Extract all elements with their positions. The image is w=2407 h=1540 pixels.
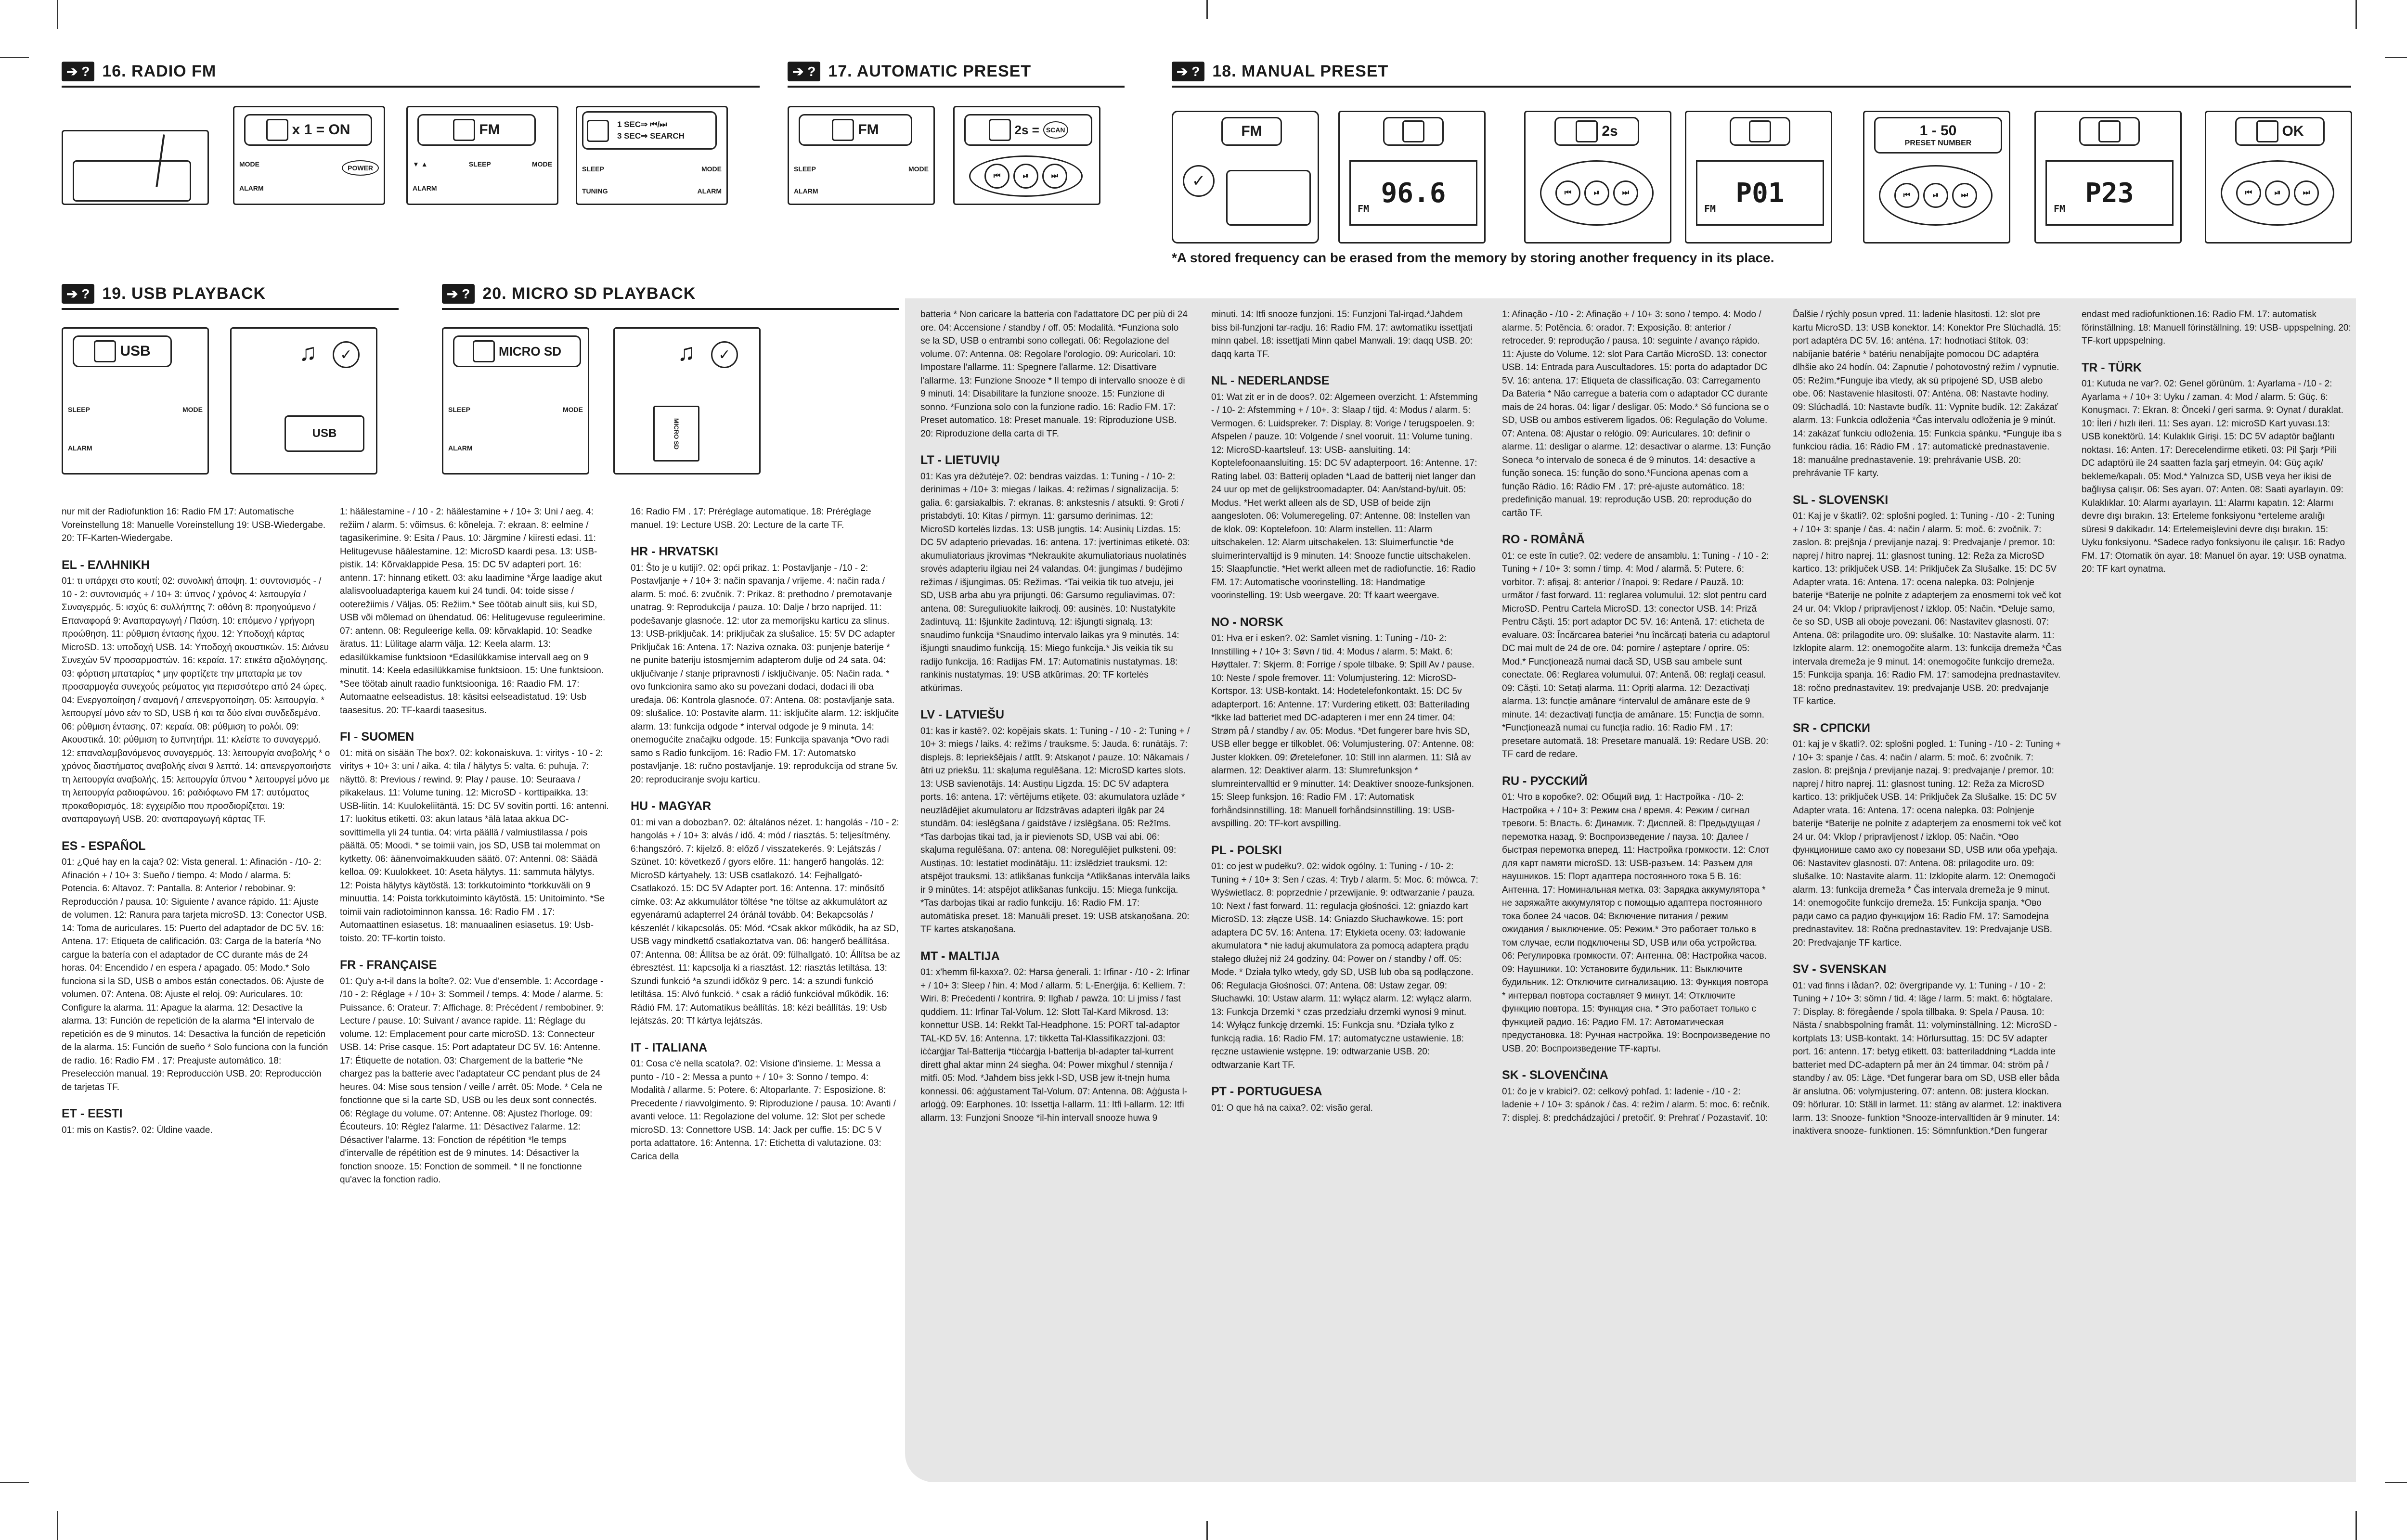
lang-text-et: 01: mis on Kastis?. 02: Üldine vaade. [62,1125,213,1135]
lang-text-fi: 01: mitä on sisään The box?. 02: kokonaiskuva. 1: viritys - 10 - 2: viritys + 10+ 3: uni / aika. 4: tila / hälytys 5: valta. 6: puhuja. 7: näyttö. 8: Previous / rewind. 9: Play / pause. 10: Seuraava / pikakelaus. 11: Volume tuning. 12: MicroSD - korttipaikka. 13: USB-liitin. 14: Kuulokeliitäntä. 15: DC 5V sovitin portti. 16: antenni. 17: luokitus etiketti. 03: akun lataus *älä lataa akkua DC-sovittimella yli 24 tuntia. 04: virta päällä / valmiustilassa / pois päältä. 05: Moodi. * se toimii vain, jos SD, USB tai molemmat on kytketty. 06: äänenvoimakkuuden säätö. 07: Antenni. 08: Säädä kelloa. 09: Kuulokkeet. 10: Aseta hälytys. 11: sammuta hälytys. 12: Poista hälytys käytöstä. 13: torkkutoiminto *torkkuväli on 9 minuuttia. 14: Poista torkkutoiminto käytöstä. 15: Unitoiminto. *Se toimii vain radiotoiminnon kanssa. 16: Radio FM . 17: Automaattinen esiasetus. 18: manuaalinen esiasetus. 19: Usb-toisto. 20: TF-kortin toisto. [340,748,609,944]
scan-label: SCAN [1043,121,1068,139]
lang-text-hu: 01: mi van a dobozban?. 02: általános nézet. 1: hangolás - /10 - 2: hangolás + / 10+ 3: alvás / idő. 4: mód / riasztás. 5: teljesítmény. 6:hangszóró. 7: kijelző. 8: előző / visszatekerés. 9: Lejátszás / Szünet. 10: következő / gyors előre. 11: hangerő hangolás. 12: MicroSD kártyahely. 13: USB csatlakozó. 14: Fejhallgató-Csatlakozó. 15: DC 5V Adapter port. 16: Antenna. 17: minősítő címke. 03: Az akkumulátor töltése *ne töltse az akkumulátort az egyenáramú adapterrel 24 óránál tovább. 04: Bekapcsolás / készenlét / kikapcsolás. 05: Mód. *Csak akkor működik, ha az SD, USB vagy mindkettő csatlakoztatva van. 06: hangerő beállítása. 07: Antenna. 08: Állítsa be az órát. 09: fülhallgató. 10: Állítsa be az ébresztést. 11: kapcsolja ki a riasztást. 12: riasztás letiltása. 13: Szundi funkció *a szundi időköz 9 perc. 14: a szundi funkció letiltása. 15: Alvó funkció. * csak a rádió funkcióval működik. 16: Rádió FM. 17: Automatikus beállítás. 18: kézi beállítás. 19: Usb lejátszás. 20: Tf kártya lejátszás. [631,817,900,1026]
lang-heading-hr: HR - HRVATSKI [631,545,718,558]
crop-mark [57,1511,58,1540]
language-column-7 [1793,308,2062,1138]
preset-number-label: PRESET NUMBER [1904,139,1972,147]
previous-button[interactable]: ⏮ [1894,183,1919,208]
manual-p23-panel [2034,111,2182,244]
hand-press-icon [1576,120,1598,142]
next-button[interactable]: ⏭ [1613,180,1638,205]
sk-continued-text: Ďalšie / rýchly posun vpred. 11: ladenie hlasitosti. 12: slot pre kartu MicroSD. 13: USB konektor. 14: Konektor Pre Slúchadlá. 15: port adaptéra DC 5V. 16: anténa. 17: hodnotiaci štítok. 03: nabíjanie batérie * batériu nenabíjajte pomocou DC adaptéra dlhšie ako 24 hodín. 04: Zapnutie / pohotovostný režim / vypnutie. 05: Režim.*Funguje iba vtedy, ak sú pripojené SD, USB alebo obe. 06: Nastavenie hlasitosti. 07: Anténa. 08: Nastavte hodiny. 09: Slúchadlá. 10: Nastavte budík. 11: Vypnite budík. 12: Zakázať alarm. 13: Funkcia odloženia *Čas intervalu odloženia je 9 minút. 14: zakázať funkciu odloženia. 15: Funkcia spánku. *Funguje iba s funkciou rádia. 16: Rádio FM . 17: automatické prednastavenie. 18: manuálne prednastavenie. 19: prehrávanie USB. 20: prehrávanie TF karty. [1793,309,2062,478]
crop-mark [57,0,58,29]
lcd-display [1349,160,1477,226]
manual-ok-panel [2205,111,2352,244]
lang-text-ru: 01: Что в коробке?. 02: Общий вид. 1: Настройка - /10- 2: Настройка + / 10+ 3: Режим сна / время. 4: Режим / сигнал тревоги. 5: Власть. 6: Динамик. 7: Дисплей. 8: Предыдущая / перемотка назад. 9: Воспроизведение / пауза. 10: Далее / быстрая перемотка вперед. 11: Настройка громкости. 12: Слот для карт памяти microSD. 13: USB-разъем. 14: Разъем для наушников. 15: Порт адаптера постоянного тока 5 В. 16: Антенна. 17: Номинальная метка. 03: Зарядка аккумулятора * не заряжайте аккумулятор с помощью адаптера постоянного тока более 24 часов. 04: Включение питания / режим ожидания / выключение. 05: Режим.* Это работает только в том случае, если подключены SD, USB или оба устройства. 06: Регулировка громкости. 07: Антенна. 08: Настройка часов. 09: Наушники. 10: Установите будильник. 11: Выключите будильник. 12: Отключите сигнализацию. 13: Функция повтора * интервал повтора составляет 9 минут. 14: Отключите функцию повтора. 15: Функция сна. * Это работает только с функцией радио. 16: Радио FM. 17: Автоматическая предустановка. 18: Ручная настройка. 19: Воспроизведение по USB. 20: Воспроизведение TF-карты. [1502,792,1770,1054]
usb-stick [285,415,364,452]
sleep-button[interactable]: SLEEP [68,406,90,413]
button-row [239,160,379,176]
lang-heading-it: IT - ITALIANA [631,1040,708,1054]
one-second-label: 1 SEC⇒ ⏮/⏭ [617,120,667,129]
check-icon: ✓ [333,341,360,368]
two-second-callout [1554,117,1639,146]
sleep-button[interactable]: SLEEP [582,165,604,173]
music-note-icon: ♫ [299,339,317,366]
button-row [794,165,929,173]
usb-label: USB [120,343,151,359]
hand-press-icon [473,340,495,362]
button-row-2 [794,187,929,195]
lang-heading-tr: TR - TÜRK [2082,360,2142,374]
lang-heading-ro: RO - ROMÂNĂ [1502,533,1585,546]
press-callout [1730,117,1790,146]
sleep-button[interactable]: SLEEP [448,406,470,413]
lang-heading-mt: MT - MALTIJA [920,949,1000,963]
de-tail-text: nur mit der Radiofunktion 16: Radio FM 17: Automatische Voreinstellung 18: Manuelle Voreinstellung 19: USB-Wiedergabe. 20: TF-Karten-Wiedergabe. [62,507,326,543]
power-button[interactable]: POWER [342,160,379,176]
lang-text-nl: 01: Wat zit er in de doos?. 02: Algemeen overzicht. 1: Afstemming - / 10- 2: Afstemming + / 10+. 3: Slaap / tijd. 4: Modus / alarm. 5: Vermogen. 6: Luidspreker. 7: Display. 8: Vorige / terugspoelen. 9: Afspelen / pauze. 10: Volgende / snel vooruit. 11: Volume tuning. 12: MicroSD-kaartsleuf. 13: USB- aansluiting. 14: Koptelefoonaansluiting. 15: DC 5V adapterpoort. 16: Antenne. 17: Rating label. 03: Batterij opladen *Laad de batterij niet langer dan 24 uur op met de gelijkstroomadapter. 04: Aan/stand-by/uit. 05: Modus. *Het werkt alleen als de SD, USB of beide zijn aangesloten. 06: Volumeregeling. 07: Antenne. 08: Instellen van de klok. 09: Koptelefoon. 10: Alarm instellen. 11: Alarm uitschakelen. 12: Alarm uitschakelen. 13: Sluimerfunctie *de sluimerintervaltijd is 9 minuten. 14: Snooze functie uitschakelen. 15: Slaapfunctie. *Het werkt alleen met de radiofunctie. 16: Radio FM. 17: Automatische voorinstelling. 18: Handmatige voorinstelling. 19: Usb weergave. 20: Tf kaart weergave. [1211,392,1478,601]
pt-continued-text: 1: Afinação - /10 - 2: Afinação + / 10+ 3: sono / tempo. 4: Modo / alarme. 5: Potência. 6: orador. 7: Exposição. 8: anterior / retroceder. 9: reprodução / pausa. 10: seguinte / avanço rápido. 11: Ajuste do Volume. 12: slot Para Cartão MicroSD. 13: conector USB. 14: Entrada para Auscultadores. 15: porta do adaptador DC 5V. 16: antena. 17: Etiqueta de classificação. 03: Carregamento Da Bateria * Não carregue a bateria com o adaptador CC durante mais de 24 horas. 04: ligar / desligar. 05: Modo.* Só funciona se o SD, USB ou ambos estiverem ligados. 06: Regulação do Volume. 07: Antena. 08: Ajustar o relógio. 09: Auriculares. 10: definir o alarme. 11: desligar o alarme. 12: desactivar o alarme. 13: Função Soneca *o intervalo de soneca é de 9 minutos. 14: desactive a função soneca. 15: função do sono.*Funciona apenas com a função Rádio. 16: Rádio FM . 17: pré-ajuste automático. 18: predefinição manual. 19: reprodução USB. 20: reprodução do cartão TF. [1502,309,1771,518]
preset-readout: P23 [2085,177,2134,209]
fm-label: FM [1241,123,1262,139]
mode-button[interactable]: MODE [531,160,552,168]
manual-p01-panel [1685,111,1832,244]
mode-button[interactable]: MODE [239,160,259,168]
crop-mark [0,1482,29,1483]
et-continued-text: 1: häälestamine - / 10 - 2: häälestamine + / 10+ 3: Uni / aeg. 4: režiim / alarm. 5: võimsus. 6: kõneleja. 7: ekraan. 8: eelmine / tagasikerimine. 9: Esita / Paus. 10: Järgmine / kiiresti edasi. 11: Helitugevuse häälestamine. 12: MicroSD kaardi pesa. 13: USB-pistik. 14: Kõrvaklappide Pesa. 15: DC 5V adapteri port. 16: antenn. 17: hinnang etikett. 03: aku laadimine *Ärge laadige akut alalisvooluadapteriga kauem kui 24 tundi. 04: toide sisse / ooterežiimis / Väljas. 05: Režiim.* See töötab ainult siis, kui SD, USB või mõlemad on ühendatud. 06: Helitugevuse reguleerimine. 07: antenn. 08: Reguleerige kella. 09: kõrvaklapid. 10: Seadke äratus. 11: Lülitage alarm välja. 12: Keela alarm. 13: edasilükkamise funktsioon *Edasilükkamise intervall aeg on 9 minutit. 14: Keela edasilükkamise funktsioon. 15: Une funktsioon. *See töötab ainult raadio funktsiooniga. 16: Raadio FM. 17: Automaatne eelseadistus. 18: käsitsi eelseadistatud. 19: Usb taasesitus. 20: TF-kaardi taasesitus. [340,507,606,716]
play-pause-button[interactable]: ⏯ [1584,180,1609,205]
hand-press-icon [2098,120,2121,142]
alarm-button[interactable]: ALARM [413,184,437,192]
language-column-4 [920,308,1190,1125]
play-pause-button[interactable]: ⏯ [1013,164,1038,189]
lang-heading-hu: HU - MAGYAR [631,799,712,813]
hand-press-icon [266,119,288,141]
preset-range-label: 1 - 50 [1919,123,1957,139]
section-title: 16. RADIO FM [102,62,217,80]
lang-text-pl: 01: co jest w pudełku?. 02: widok ogólny. 1: Tuning - / 10- 2: Tuning + / 10+ 3: Sen / czas. 4: Tryb / alarm. 5: Moc. 6: mówca. 7: Wyświetlacz. 8: poprzednie / przewijanie. 9: odtwarzanie / pauza. 10: Next / fast forward. 11: regulacja głośności. 12: gniazdo kart MicroSD. 13: złącze USB. 14: Gniazdo Słuchawkowe. 15: port adaptera DC 5V. 16: Antena. 17: Etykieta oceny. 03: ładowanie akumulatora * nie ładuj akumulatora za pomocą adaptera prądu stałego dłużej niż 24 godziny. 04: Power on / standby / off. 05: Mode. * Działa tylko wtedy, gdy SD, USB lub oba są podłączone. 06: Regulacja Głośności. 07: Antena. 08: Ustaw zegar. 09: Słuchawki. 10: Ustaw alarm. 11: wyłącz alarm. 12: wyłącz alarm. 13: Funkcja Drzemki * czas przedziału drzemki wynosi 9 minut. 14: Wyłącz funkcję drzemki. 15: Funkcja snu. *Działa tylko z funkcją radia. 16: Radio FM. 17: automatyczne ustawienie. 18: ręczne ustawienie wstępne. 19: odtwarzanie USB. 20: odtwarzanie Kart TF. [1211,861,1478,1070]
section-badge: ➔ ? [1172,62,1204,81]
language-column-1 [62,505,331,1137]
next-button[interactable]: ⏭ [1042,164,1067,189]
hand-press-icon [989,119,1011,141]
lang-heading-es: ES - ESPAÑOL [62,839,146,853]
button-row [582,165,722,173]
section-header-16 [62,57,760,88]
lang-text-el: 01: τι υπάρχει στο κουτί; 02: συνολική άποψη. 1: συντονισμός - / 10 - 2: συντονισμός + / 10+ 3: ύπνος / χρόνος 4: λειτουργία / Συναγερμός. 5: ισχύς 6: συλλήπτης 7: οθόνη 8: προηγούμενο / Επαναφορά 9: Αναπαραγωγή / Παύση. 10: επόμενο / γρήγορη προώθηση. 11: ρύθμιση έντασης ήχου. 12: Υποδοχή κάρτας MicroSD. 13: υποδοχή USB. 14: Υποδοχή ακουστικών. 15: Διάνευ Συνεχών 5V προσαρμοστών. 16: κεραία. 17: ετικέτα αξιολόγησης. 03: φόρτιση μπαταρίας * μην φορτίζετε την μπαταρία με τον προσαρμογέα συνεχούς ρεύματος για περισσότερο από 24 ώρες. 04: Ενεργοποίηση / αναμονή / απενεργοποίηση. 05: λειτουργία. * λειτουργεί μόνο εάν το SD, USB ή και τα δύο είναι συνδεδεμένα. 06: ρύθμιση έντασης. 07: κεραία. 08: ρύθμιση το ρολόι. 09: Ακουστικά. 10: ρύθμιση το ξυπνητήρι. 11: κλείστε το συναγερμό. 12: επαναλαμβανόμενος συναγερμός. 13: λειτουργία αναβολής * ο χρόνος διαστήματος αναβολής είναι 9 λεπτά. 14: απενεργοποιήστε τη λειτουργία αναβολής. 15: λειτουργία ύπνου * λειτουργεί μόνο με τη λειτουργία ραδιοφώνου. 16: ραδιόφωνο FM 17: αυτόματος προκαθορισμός. 18: εγχειρίδιο που προσδιορίζεται. 19: αναπαραγωγή USB. 20: αναπαραγωγή κάρτας TF. [62,576,331,824]
ok-callout [2235,117,2325,146]
lang-text-mt: 01: x'hemm fil-kaxxa?. 02: Ħarsa ġenerali. 1: Irfinar - /10 - 2: Irfinar + / 10+ 3: Sleep / ħin. 4: Mod / allarm. 5: L-Enerġija. 6: Kelliem. 7: Wiri. 8: Preċedenti / kontrira. 9: Ilgħab / pawża. 10: Li jmiss / fast quddiem. 11: Irfinar Tal-Volum. 12: Slott Tal-Kard Mikrosd. 13: konnettur USB. 14: Rekkt Tal-Headphone. 15: PORT tal-adaptor TAL-KD 5V. 16: Antenna. 17: tikketta Tal-Klassifikazzjoni. 03: iċċarġjar Tal-Batterija *tiċċarġja l-batterija bl-adapter tal-kurrent dirett għal aktar minn 24 siegħa. 04: Power mixgħul / stennija / mitfi. 05: Mod. *Jaħdem biss jekk l-SD, USB jew it-tnejn huma konnessi. 06: aġġustament Tal-Volum. 07: Antenna. 08: Aġġusta l-arloġġ. 09: Earphones. 10: Issettja l-allarm. 11: Itfi l-allarm. 12: Itfi allarm. 13: Funzjoni Snooze *il-ħin intervall snooze huwa 9 [920,967,1190,1123]
microsd-callout [453,335,581,367]
lang-heading-pt: PT - PORTUGUESA [1211,1085,1322,1098]
scan-callout [964,114,1092,146]
transport-buttons [2221,160,2334,226]
lang-text-lt: 01: Kas yra dėžutėje?. 02: bendras vaizdas. 1: Tuning - / 10- 2: derinimas + /10+ 3: miegas / laikas. 4: režimas / signalizacija. 5: galia. 6: garsiakalbis. 7: ekranas. 8: ankstesnis / atsukti. 9: Groti / pristabdyti. 10: Kitas / pirmyn. 11: garsumo derinimas. 12: MicroSD kortelės lizdas. 13: USB jungtis. 14: Ausinių Lizdas. 15: DC 5V adapterio prievadas. 16: antena. 17: įvertinimas etiketė. 03: akumuliatoriaus įkrovimas *Nekraukite akumuliatoriaus nuolatinės srovės adapteriu ilgiau nei 24 valandas. 04: įjungimas / budėjimo režimas / išjungimas. 05: Režimas. *Tai veikia tik tuo atveju, jei SD, USB arba abu yra prijungti. 06: Garsumo reguliavimas. 07: antena. 08: Sureguliuokite laikrodį. 09: ausinės. 10: Nustatykite žadintuvą. 11: Išjunkite žadintuvą. 12: išjungti signalą. 13: snaudimo funkcija *Snaudimo intervalo laikas yra 9 minutės. 14: išjungti snaudimo funkciją. 15: Miego funkcija.* Jis veikia tik su radijo funkcija. 16: Radijas FM. 17: Automatinis nustatymas. 18: rankinis nustatymas. 19: USB atkūrimas. 20: TF kortelės atkūrimas. [920,471,1190,693]
radio-device-panel [62,130,209,205]
play-pause-button[interactable]: ⏯ [2265,180,2290,205]
manual-freq-panel [1338,111,1486,244]
lang-text-ro [1502,550,1772,761]
language-column-8 [2082,308,2351,576]
lang-text-tr: 01: Kutuda ne var?. 02: Genel görünüm. 1: Ayarlama - /10 - 2: Ayarlama + / 10+ 3: Uyku / zaman. 4: Mod / alarm. 5: Güç. 6: Konuşmacı. 7: Ekran. 8: Önceki / geri sarma. 9: Oynat / duraklat. 10: İleri / hızlı ileri. 11: Ses ayarı. 12: microSD Kart yuvası.13: USB konektörü. 14: Kulaklık Girişi. 15: DC 5V adaptör bağlantı noktası. 16: Anten. 17: Derecelendirme etiketi. 03: Pil Şarjı *Pili DC adaptörü ile 24 saatten fazla şarj etmeyin. 04: Güç açık/ bekleme/kapalı. 05: Mod.* Yalnızca SD, USB veya her ikisi de bağlıysa çalışır. 06: Ses ayarı. 07: Anten. 08: Saati ayarlayın. 09: Kulaklıklar. 10: Alarmı ayarlayın. 11: Alarmı kapatın. 12: Alarmı devre dışı bırakın. 13: Erteleme fonksiyonu *erteleme aralığı süresi 9 dakikadır. 14: Ertelemeişlevini devre dışı bırakın. 15: Uyku fonksiyonu. *Sadece radyo fonksiyonu ile çalışır. 16: Radyo FM. 17: Otomatik ön ayar. 18: Manuel ön ayar. 19: USB oynatma. 20: TF kart oynatma. [2082,379,2347,574]
transport-buttons [1540,160,1654,226]
language-column-2 [340,505,609,1187]
lang-heading-pl: PL - POLSKI [1211,843,1282,857]
x1-on-label: x 1 = ON [292,122,350,138]
mode-button[interactable]: MODE [182,406,203,413]
lang-heading-sv: SV - SVENSKAN [1793,962,1887,976]
play-pause-button[interactable]: ⏯ [1923,183,1948,208]
crop-mark [0,57,29,58]
lang-heading-sk: SK - SLOVENČINA [1502,1068,1608,1082]
fold-mark [1206,1521,1208,1540]
manual-fm-panel [1172,111,1319,244]
usb-insert-panel [230,327,377,475]
lang-text-pt: 01: O que há na caixa?. 02: visão geral. [1211,1103,1373,1113]
hand-press-icon [587,120,609,142]
crop-mark [2355,0,2357,29]
hand-press-icon [1749,120,1771,142]
section-header-17 [788,57,1125,88]
button-row [68,406,203,413]
lang-text-ro-b: Pentru Cartela MicroSD. 13: conector USB. 14: Priză Pentru Căști. 15: port adaptor DC 5V. 16: Antenă. 17: eticheta de evaluare. 03: Încărcarea bateriei *nu încărcați bateria cu adaptorul DC mai mult de 24 de ore. 04: pornire / așteptare / oprire. 05: Mod.* Funcționează numai dacă SD, USB sau ambele sunt conectate. 06: Reglarea volumului. 07: Antenă. 08: reglați ceasul. 09: Căști. 10: Setați alarma. 11: Opriți alarma. 12: Dezactivați alarma. 13: funcție amânare *intervalul de amânare este de 9 minute. 14: dezactivați funcția de amânare. 15: Funcția de somn. *Funcționează numai cu funcția radio. 16: Radio FM . 17: presetare automată. 18: Presetare manuală. 19: Redare USB. 20: TF card de redare. [1502,603,1770,759]
fm-callout [417,114,536,146]
button-row-2 [413,184,552,192]
ok-label: OK [2282,123,2304,139]
section-header-19 [62,279,399,310]
section-badge: ➔ ? [62,284,94,304]
lcd-fm-label: FM [1704,203,1716,215]
microsd-mode-panel [442,327,589,475]
microsd-card [653,406,699,462]
button-row [413,160,552,168]
lang-text-lv: 01: kas ir kastē?. 02: kopējais skats. 1: Tuning - / 10 - 2: Tuning + / 10+ 3: miegs / laiks. 4: režīms / trauksme. 5: Jauda. 6: runātājs. 7: displejs. 8: Iepriekšējais / attīt. 9: Atskaņot / pauze. 10: Nākamais / ātri uz priekšu. 11: skaļuma regulēšana. 12: MicroSD kartes slots. 13: USB savienotājs. 14: Austiņu Ligzda. 15: DC 5V adaptera ports. 16: antena. 17: vērtējums etiķete. 03: akumulatora uzlāde * neuzlādējiet akumulatoru ar līdzstrāvas adapteri ilgāk par 24 stundām. 04: ieslēgšana / gaidstāve / izslēgšana. 05: Režīms. *Tas darbojas tikai tad, ja ir pievienots SD, USB vai abi. 06: skaļuma regulēšana. 07: antena. 08: Noregulējiet pulksteni. 09: Austiņas. 10: Iestatiet modinātāju. 11: izslēdziet trauksmi. 12: atspējot trauksmi. 13: atlikšanas funkcija *Atlikšanas intervāla laiks ir 9 minūtes. 14: atspējot atlikšanas funkciju. 15: Miega funkcija. *Tas darbojas tikai ar radio funkciju. 16: Radio FM. 17: automātiska preset. 18: Manuāli preset. 19: USB atskaņošana. 20: TF kartes atskaņošana. [920,726,1190,935]
section-badge: ➔ ? [788,62,820,81]
check-icon: ✓ [1183,165,1215,197]
mt-continued-text: minuti. 14: Itfi snooze funzjoni. 15: Funzjoni Tal-irqad.*Jaħdem biss bil-funzjoni tar-radju. 16: Radio FM. 17: awtomatiku issettjati minn qabel. 18: issettjati Minn qabel Manwali. 19: daqq USB. 20: daqq karta TF. [1211,309,1473,359]
microsd-card-label: MICRO SD [673,418,680,449]
section-title: 19. USB PLAYBACK [102,284,266,303]
alarm-button[interactable]: ALARM [448,444,473,452]
lang-text-fr: 01: Qu'y a-t-il dans la boîte?. 02: Vue d'ensemble. 1: Accordage - /10 - 2: Réglage + / 10+ 3: Sommeil / temps. 4: Mode / alarme. 5: Puissance. 6: Orateur. 7: Affichage. 8: Précédent / rembobiner. 9: Lecture / pause. 10: Suivant / avance rapide. 11: Réglage du volume. 12: Emplacement pour carte microSD. 13: Connecteur USB. 14: Prise casque. 15: Port adaptateur DC 5V. 16: Antenne. 17: Étiquette de notation. 03: Chargement de la batterie *Ne chargez pas la batterie avec l'adaptateur CC pendant plus de 24 heures. 04: Mise sous tension / veille / arrêt. 05: Mode. * Cela ne fonctionne que si la carte SD, USB ou les deux sont connectés. 06: Réglage du volume. 07: Antenne. 08: Ajustez l'horloge. 09: Écouteurs. 10: Réglez l'alarme. 11: Désactivez l'alarme. 12: Désactiver l'alarme. 13: Fonction de répétition *le temps d'intervalle de répétition est de 9 minutes. 14: Désactiver la fonction snooze. 15: Fonction de sommeil. * Il ne fonctionne qu'avec la fonction radio. [340,976,604,1185]
section-title: 17. AUTOMATIC PRESET [828,62,1032,80]
lang-heading-et: ET - EESTI [62,1107,123,1120]
sv-tail-text: endast med radiofunktionen.16: Radio FM. 17: automatisk förinställning. 18: Manuell förinställning. 19: USB- uppspelning. 20: TF-kort uppspelning. [2082,309,2351,346]
lang-heading-fr: FR - FRANÇAISE [340,958,437,972]
mode-button[interactable]: MODE [701,165,722,173]
previous-button[interactable]: ⏮ [984,164,1009,189]
preset-readout: P01 [1735,177,1785,209]
lang-text-hr: 01: Što je u kutiji?. 02: opći prikaz. 1: Postavljanje - /10 - 2: Postavljanje + / 10+ 3: način spavanja / vrijeme. 4: način rada / alarm. 5: moć. 6: zvučnik. 7: Prikaz. 8: prethodno / premotavanje unatrag. 9: Reprodukcija / pauza. 10: Dalje / brzo naprijed. 11: podešavanje glasnoće. 12: utor za memorijsku karticu za slinus. 13: USB-priključak. 14: priključak za slušalice. 15: 5V DC adapter Priključak 16: Antena. 17: Naziva oznaka. 03: punjenje baterije * ne punite bateriju istosmjernim adapterom dulje od 24 sata. 04: uključivanje / stanje pripravnosti / isključivanje. 05: Način rada. * ovo funkcionira samo ako su povezani dodaci, dodaci ili oba uređaja. 06: Kontrola glasnoće. 07: Antena. 08: postavljanje sata. 09: slušalice. 10: Postavite alarm. 11: isključite alarm. 12: isključite alarm. 13: funkcija odgode * interval odgode je 9 minuta. 14: onemogućite značajku odgode. 15: Funkcija spavanja *Ovo radi samo s Radio funkcijom. 16: Radio FM. 17: Automatsko postavljanje. 18: ručno postavljanje. 19: reprodukcija od strane 5v. 20: reproduciranje svoju karticu. [631,563,899,785]
hand-press-icon [453,119,475,141]
music-note-icon: ♫ [677,339,696,366]
alarm-button[interactable]: ALARM [239,184,264,192]
section-header-20 [442,279,899,310]
press-callout [2079,117,2140,146]
it-continued-text: batteria * Non caricare la batteria con l'adattatore DC per più di 24 ore. 04: Accensione / standby / off. 05: Modalità. *Funziona solo se la SD, USB o entrambi sono collegati. 06: Regolazione del volume. 07: Antenna. 08: Regolare l'orologio. 09: Auricolari. 10: Impostare l'allarme. 11: Spegnere l'allarme. 12: Disattivare l'allarme. 13: Funzione Snooze * Il tempo di intervallo snooze è di 9 minuti. 14: Disabilitare la funzione snooze. 15: Funzione di sonno. *Funziona solo con la funzione radio. 16: Radio FM. 17: Preset automatico. 18: Preset manuale. 19: Riproduzione USB. 20: Riproduzione della carta di TF. [920,309,1188,439]
usb-stick-label: USB [312,427,337,440]
fm-label: FM [858,122,879,138]
two-seconds-label: 2s [1602,123,1618,139]
auto-preset-scan-panel [953,106,1100,205]
radio-device [1226,170,1311,226]
microsd-label: MICRO SD [499,344,561,359]
transport-buttons [969,155,1083,197]
volume-buttons[interactable]: ▼ ▲ [413,160,428,168]
hand-press-icon [94,340,116,362]
lang-text-sk: 01: čo je v krabici?. 02: celkový pohľad. 1: ladenie - /10 - 2: ladenie + / 10+ 3: spánok / čas. 4: režim / alarm. 5: moc. 6: rečník. 7: displej. 8: predchádzajúci / pretočiť. 9: Prehrať / Pozastaviť. 10: [1502,1086,1770,1123]
lang-text-it: 01: Cosa c'è nella scatola?. 02: Visione d'insieme. 1: Messa a punto - /10 - 2: Messa a punto + / 10+ 3: Sonno / tempo. 4: Modalità / allarme. 5: Potere. 6: Altoparlante. 7: Esposizione. 8: Precedente / riavvolgimento. 9: Riproduzione / pausa. 10: Avanti / avanti veloce. 11: Regolazione del volume. 12: Slot per schede microSD. 13: Connettore USB. 14: Jack per cuffie. 15: DC 5 V porta adattatore. 16: Antenna. 17: Etichetta di valutazione. 03: Carica della [631,1059,896,1162]
lang-heading-fi: FI - SUOMEN [340,730,414,744]
section-badge: ➔ ? [442,284,475,304]
usb-mode-panel [62,327,209,475]
lang-text-es: 01: ¿Qué hay en la caja? 02: Vista general. 1: Afinación - /10- 2: Afinación + / 10+ 3: Sueño / tiempo. 4: Modo / alarma. 5: Potencia. 6: Altavoz. 7: Pantalla. 8: Anterior / rebobinar. 9: Reproducción / pausa. 10: Siguiente / avance rápido. 11: Ajuste de volumen. 12: Ranura para tarjeta microSD. 13: Conector USB. 14: Toma de auriculares. 15: Puerto del adaptador de DC 5V. 16: Antena. 17: Etiqueta de calificación. 03: Carga de la batería *No cargue la batería con el adaptador de CC durante más de 24 horas. 04: Encendido / en espera / apagado. 05: Modo.* Solo funciona si la SD, USB o ambos están conectados. 06: Ajuste de volumen. 07: Antena. 08: Ajuste el reloj. 09: Auriculares. 10: Configure la alarma. 11: Apague la alarma. 12: Desactive la alarma. 13: Función de repetición de la alarma *El intervalo de repetición es de 9 minutos. 14: Desactiva la función de repetición de la alarma. 15: Función de sueño * Solo funciona con la función de radio. 16: Radio FM . 17: Preajuste automático. 18: Preselección manual. 19: Reproducción USB. 20: Reproducción de tarjetas TF. [62,857,328,1092]
usb-callout [73,335,172,367]
lcd-fm-label: FM [2054,203,2066,215]
language-column-5 [1211,308,1481,1115]
language-column-6 [1502,308,1772,1125]
device-body [73,160,191,202]
fm-callout [799,114,912,146]
button-row-2 [239,184,379,192]
three-second-search-label: 3 SEC⇒ SEARCH [617,131,685,141]
lang-heading-lv: LV - LATVIEŠU [920,708,1005,721]
crop-mark [2355,1511,2357,1540]
section-badge: ➔ ? [62,62,94,81]
lang-text-no: 01: Hva er i esken?. 02: Samlet visning. 1: Tuning - /10- 2: Innstilling + / 10+ 3: Søvn / tid. 4: Modus / alarm. 5: Makt. 6: Høyttaler. 7: Skjerm. 8: Forrige / spole tilbake. 9: Spill Av / pause. 10: Neste / spole fremover. 11: Volumjustering. 12: MicroSD-Kortspor. 13: USB-kontakt. 14: Hodetelefonkontakt. 15: DC 5v adapterport. 16: Antenne. 17: Vurdering etikett. 03: Batterilading *lkke lad batteriet med DC-adapteren i mer enn 24 timer. 04: Strøm på / standby / av. 05: Modus. *Det fungerer bare hvis SD, USB eller begge er tilkoblet. 06: Volumjustering. 07: Antenne. 08: Juster klokken. 09: Øretelefoner. 10: Still inn alarmen. 11: Slå av alarmen. 12: Deaktiver alarm. 13: Slumrefunksjon * slumreintervalltid er 9 minutter. 14: Deaktiver snooze-funksjonen. 15: Sleep funksjon. 16: Radio FM . 17: Automatisk forhåndsinnstilling. 18: Manuell forhåndsinnstilling. 19: USB-avspilling. 20: TF-kort avspilling. [1211,633,1475,829]
fm-callout [1221,117,1282,146]
lcd-display [1696,160,1824,226]
next-button[interactable]: ⏭ [2294,180,2319,205]
press-once-callout [244,114,372,146]
language-column-3 [631,505,900,1163]
fm-label: FM [479,122,500,138]
mode-button[interactable]: MODE [908,165,929,173]
section-header-18 [1172,57,2351,88]
lang-heading-el: EL - ΕΛΛΗΝΙΚΗ [62,558,150,572]
previous-button[interactable]: ⏮ [1555,180,1580,205]
lang-heading-no: NO - NORSK [1211,615,1283,629]
next-button[interactable]: ⏭ [1952,183,1977,208]
button-row-2 [68,444,203,452]
alarm-button[interactable]: ALARM [697,187,722,195]
button-row-2 [582,187,722,195]
section-title: 20. MICRO SD PLAYBACK [482,284,696,303]
sleep-button[interactable]: SLEEP [468,160,491,168]
button-row [448,406,583,413]
check-icon: ✓ [711,341,738,368]
lang-heading-nl: NL - NEDERLANDSE [1211,374,1330,387]
alarm-button[interactable]: ALARM [794,187,818,195]
lang-heading-lt: LT - LIETUVIŲ [920,453,1000,467]
manual-select-panel [1863,111,2010,244]
crop-mark [2385,1482,2407,1483]
fr-tail-text: 16: Radio FM . 17: Préréglage automatique. 18: Préréglage manuel. 19: Lecture USB. 20: Lecture de la carte TF. [631,507,871,530]
transport-buttons [1879,165,1993,226]
auto-preset-fm-panel [788,106,935,205]
lcd-display [2045,160,2174,226]
fold-mark [1206,0,1208,19]
lang-text-ro-a: 01: ce este în cutie?. 02: vedere de ansamblu. 1: Tuning - / 10 - 2: Tuning + / 10+ 3: somn / timp. 4: Mod / alarmă. 5: Putere. 6: vorbitor. 7: afișaj. 8: anterior / înapoi. 9: Redare / Pauză. 10: următor / fast forward. 11: reglarea volumului. 12: slot pentru card MicroSD. [1502,551,1769,614]
alarm-button[interactable]: ALARM [68,444,92,452]
two-seconds-label: 2s = [1014,122,1039,137]
tuning-button[interactable]: TUNING [582,187,608,195]
mode-button[interactable]: MODE [563,406,583,413]
power-on-panel [233,106,385,205]
tuning-panel [576,106,728,205]
lang-text-sr: 01: kaj je v škatli?. 02: splošni pogled. 1: Tuning - /10 - 2: Tuning + / 10+ 3: spanje / čas. 4: način / alarm. 5: moč. 6: zvočnik. 7: zaslon. 8: prejšnja / previjanje nazaj. 9: predvajanje / premor. 10: naprej / hitro naprej. 11: glasnost tuning. 12: Reža za MicroSD kartico. 13: priključek USB. 14: Priključek Za Slušalke. 15: DC 5V Adapter vrata. 16: Antena. 17: ocena nalepka. 03: Polnjenje baterije *Baterije ne polnite z adapterjem za enosmerni tok več kot 24 ur. 04: Vklop / pripravljenost / izklop. 05: Način. *Ово функционише само ако су повезани SD, USB или оба уређаја. 06: Nastavitev glasnosti. 07: Antena. 08: prilagodite uro. 09: slušalke. 10: Nastavite alarm. 11: Izklopite alarm. 12: Onemogoči alarm. 13: funkcija dremeža * Čas intervala dremeža je 9 minut. 14: onemogočite funkcijo dremeža. 15: Funkcija spanja. *Ово ради само са радио функцијом 16: Radio FM. 17: Samodejna prednastavitev. 18: Ročna prednastavitev. 19: Predvajanje USB. 20: Predvajanje TF kartice. [1793,739,2061,948]
preset-number-callout [1874,117,2002,154]
lang-text-sl: 01: Kaj je v škatli?. 02: splošni pogled. 1: Tuning - /10 - 2: Tuning + / 10+ 3: spanje / čas. 4: način / alarm. 5: moč. 6: zvočnik. 7: zaslon. 8: prejšnja / previjanje nazaj. 9: Predvajanje / premor. 10: naprej / hitro naprej. 11: glasnost tuning. 12: Reža za MicroSD kartico. 13: priključek USB. 14: Priključek Za Slušalke. 15: DC 5V Adapter vrata. 16: Antena. 17: ocena nalepka. 03: Polnjenje baterije *Baterije ne polnite z adapterjem za enosmerni tok več kot 24 ur. 04: Vklop / pripravljenost / izklop. 05: Način. *Deluje samo, če so SD, USB ali oboje povezani. 06: Nastavitev glasnosti. 07: Antena. 08: prilagodite uro. 09: slušalke. 10: Nastavite alarm. 11: Izklopite alarm. 12: onemogočite alarm. 13: funkcija dremeža *Čas intervala dremeža je 9 minut. 14: onemogočite funkcijo dremeža. 15: Funkcija spanja. 16: Radio FM. 17: samodejna prednastavitev. 18: ročno prednastavitev. 19: predvajanje USB. 20: predvajanje TF kartice. [1793,511,2062,706]
manual-tune-panel [1524,111,1671,244]
microsd-insert-panel [613,327,761,475]
lang-text-sv: 01: vad finns i lådan?. 02: övergripande vy. 1: Tuning - / 10 - 2: Tuning + / 10+ 3: sömn / tid. 4: läge / larm. 5: makt. 6: högtalare. 7: Display. 8: föregående / spola tillbaka. 9: Spela / Pausa. 10: Nästa / snabbspolning framåt. 11: volyminställning. 12: MicroSD - kortplats 13: USB-kontakt. 14: Hörlursuttag. 15: DC 5V adapter port. 16: antenn. 17: betyg etikett. 03: batteriladdning *Ladda inte batteriet med DC-adaptern på mer än 24 timmar. 04: ström på / standby / av. 05: Läge. *Det fungerar bara om SD, USB eller båda är anslutna. 06: volymjustering. 07: antenn. 08: justera klockan. 09: hörlurar. 10: Ställ in larmet. 11: stäng av alarmet. 12: inaktivera larm. 13: Snooze- funktion *Snooze-intervalltiden är 9 minuter. 14: inaktivera snooze- funktionen. 15: Sömnfunktion.*Den fungerar [1793,980,2062,1136]
hand-press-icon [832,119,854,141]
button-row-2 [448,444,583,452]
fm-select-panel [406,106,558,205]
crop-mark [2385,57,2407,58]
lang-heading-sr: SR - СРПСКИ [1793,721,1870,735]
manual-preset-note: *A stored frequency can be erased from the memory by storing another frequency in its place. [1172,250,1774,265]
section-title: 18. MANUAL PRESET [1212,62,1389,80]
press-callout [1383,117,1444,146]
lang-heading-ru: RU - РУССКИЙ [1502,774,1588,788]
frequency-readout: 96.6 [1381,177,1446,209]
previous-button[interactable]: ⏮ [2236,180,2261,205]
lang-heading-sl: SL - SLOVENSKI [1793,493,1889,507]
hand-press-icon [1402,120,1424,142]
hand-press-icon [2256,120,2278,142]
sleep-button[interactable]: SLEEP [794,165,816,173]
lcd-fm-label: FM [1358,203,1370,215]
